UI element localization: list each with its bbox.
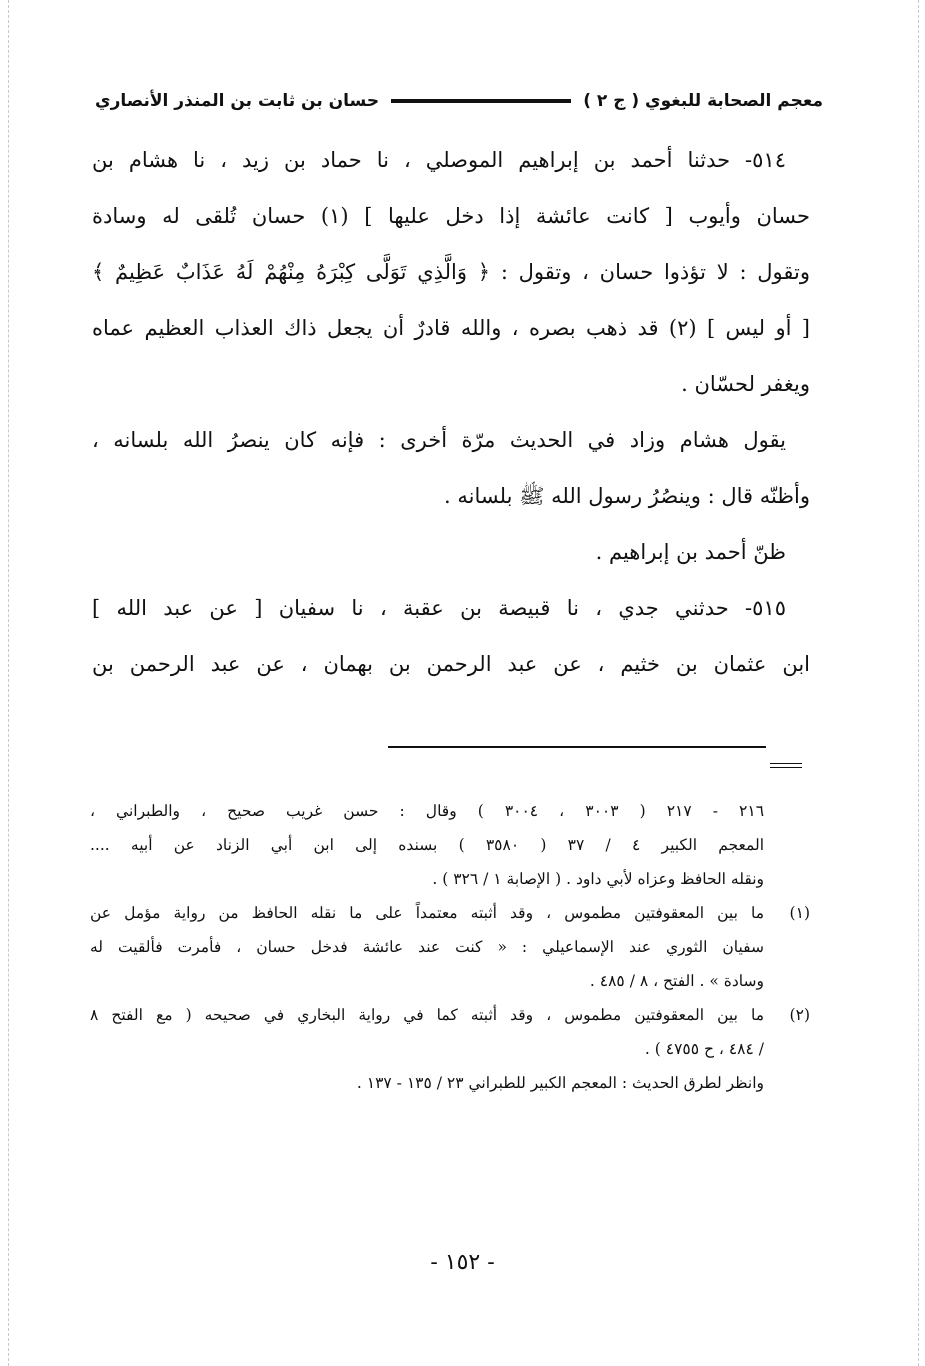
text-line: ظنّ أحمد بن إبراهيم . xyxy=(595,540,786,564)
footnotes xyxy=(90,794,810,1100)
text-line: ٥١٥- حدثني جدي ، نا قبيصة بن عقبة ، نا سفيان [ عن عبد الله ] xyxy=(92,596,786,620)
footnote-line: ما بين المعقوفتين مطموس ، وقد أثبته كما في رواية البخاري في صحيحه ( مع الفتح ٨ xyxy=(90,1006,764,1024)
footnote-line: وانظر لطرق الحديث : المعجم الكبير للطبراني ٢٣ / ١٣٥ - ١٣٧ . xyxy=(356,1074,764,1092)
text-line: ٥١٤- حدثنا أحمد بن إبراهيم الموصلي ، نا حماد بن زيد ، نا هشام بن xyxy=(92,148,786,172)
footnote-separator-mark xyxy=(770,763,802,768)
footnote-line: المعجم الكبير ٤ / ٣٧ ( ٣٥٨٠ ) بسنده إلى ابن أبي الزناد عن أبيه .... xyxy=(90,836,765,854)
text-line: حسان وأيوب [ كانت عائشة إذا دخل عليها ] (١) حسان تُلقى له وسادة xyxy=(92,204,810,228)
footnote-line: وسادة » . الفتح ، ٨ / ٤٨٥ . xyxy=(589,972,764,990)
footnote-separator xyxy=(388,746,766,748)
text-line: [ أو ليس ] (٢) قد ذهب بصره ، والله قادرٌ أن يجعل ذاك العذاب العظيم عماه xyxy=(92,316,810,340)
text-line: ويغفر لحسّان . xyxy=(681,372,810,396)
footnote-line: سفيان الثوري عند الإسماعيلي : « كنت عند عائشة فدخل حسان ، فأمرت فألقيت له xyxy=(90,938,764,956)
footnote-number: (٢) xyxy=(789,1006,810,1024)
text-line: ابن عثمان بن خثيم ، عن عبد الرحمن بن بهمان ، عن عبد الرحمن بن xyxy=(92,652,810,676)
text-line: وأظنّه قال : وينصُرُ رسول الله ﷺ بلسانه . xyxy=(444,484,810,508)
section-title: حسان بن ثابت بن المنذر الأنصاري xyxy=(95,91,380,111)
footnote-number: (١) xyxy=(789,904,810,922)
book-title: معجم الصحابة للبغوي ( ج ٢ ) xyxy=(583,91,823,111)
right-edge-dots xyxy=(918,0,919,1366)
main-text xyxy=(92,132,810,692)
footnote-line: / ٤٨٤ ، ح ٤٧٥٥ ) . xyxy=(644,1040,764,1058)
running-header xyxy=(95,84,823,118)
footnote-line: ما بين المعقوفتين مطموس ، وقد أثبته معتمداً على ما نقله الحافظ من رواية مؤمل عن xyxy=(90,904,764,922)
footnote-1 xyxy=(90,896,810,998)
header-rule xyxy=(391,99,571,103)
text-line: وتقول : لا تؤذوا حسان ، وتقول : ﴿ وَالَّذِي تَوَلَّى كِبْرَهُ مِنْهُمْ لَهُ عَذَابٌ عَظِيمٌ ﴾ xyxy=(92,260,810,284)
page-number: - ١٥٢ - xyxy=(430,1250,495,1275)
text-line: يقول هشام وزاد في الحديث مرّة أخرى : فإنه كان ينصرُ الله بلسانه ، xyxy=(92,428,786,452)
footnote-line: ونقله الحافظ وعزاه لأبي داود . ( الإصابة ١ / ٣٢٦ ) . xyxy=(432,870,764,888)
left-edge-dots xyxy=(8,0,9,1366)
footnote-2 xyxy=(90,998,810,1066)
footnote-line: ٢١٦ - ٢١٧ ( ٣٠٠٣ ، ٣٠٠٤ ) وقال : حسن غريب صحيح ، والطبراني ، xyxy=(90,802,765,820)
